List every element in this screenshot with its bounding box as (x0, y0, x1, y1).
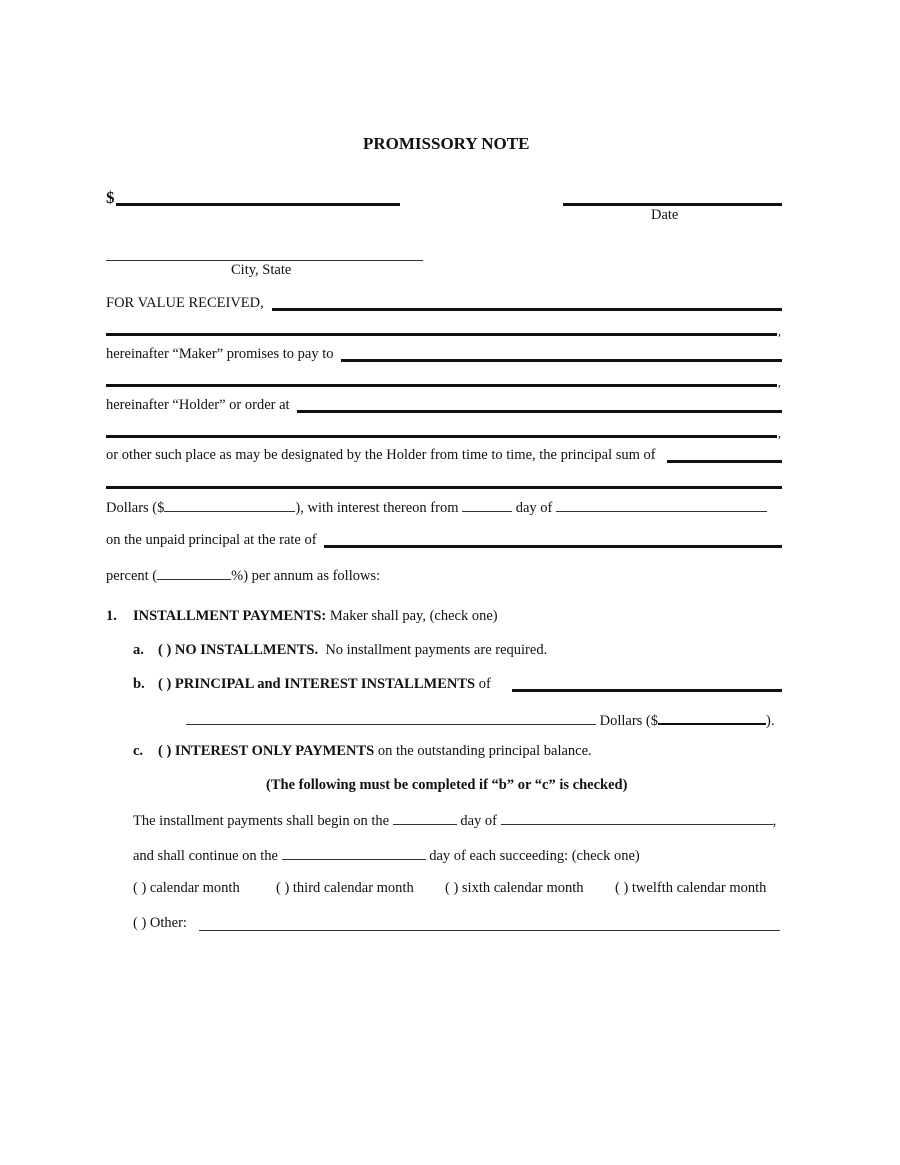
frequency-calendar-month[interactable]: ( ) calendar month (133, 880, 240, 896)
holder-address-field-2[interactable] (106, 435, 777, 438)
begin-day-field[interactable] (393, 811, 457, 825)
interest-start-month-field[interactable] (556, 498, 767, 512)
option-a-text: No installment payments are required. (325, 642, 548, 658)
percent-field[interactable] (157, 566, 231, 580)
frequency-third-calendar-month[interactable]: ( ) third calendar month (276, 880, 414, 896)
installment-amount-field[interactable] (658, 710, 766, 725)
dollars-interest-line (106, 498, 767, 517)
continue-day-field[interactable] (282, 846, 426, 860)
date-field[interactable] (563, 203, 782, 206)
option-b-checkbox[interactable]: ( ) (158, 676, 172, 692)
for-value-received-text: FOR VALUE RECEIVED, (106, 295, 264, 311)
begin-comma: , (772, 813, 777, 829)
holder-text: hereinafter “Holder” or order at (106, 397, 290, 413)
interest-rate-words-field[interactable] (324, 545, 782, 548)
begin-day-of-text: day of (460, 813, 498, 829)
continue-rest-text: day of each succeeding: (check one) (429, 848, 640, 864)
unpaid-principal-text: on the unpaid principal at the rate of (106, 532, 317, 548)
installment-amount-written-field[interactable] (186, 711, 596, 725)
date-label: Date (651, 207, 679, 223)
maker-name-field-2[interactable] (106, 333, 777, 336)
installment-amount-words-field[interactable] (512, 689, 782, 692)
option-b-title: PRINCIPAL and INTEREST INSTALLMENTS (174, 676, 476, 692)
interest-start-day-field[interactable] (462, 498, 512, 512)
option-a-checkbox[interactable]: ( ) (158, 642, 172, 658)
payee-field-2[interactable] (106, 384, 777, 387)
city-state-label: City, State (231, 262, 292, 278)
frequency-sixth-calendar-month[interactable]: ( ) sixth calendar month (445, 880, 584, 896)
percent-prefix: percent ( (106, 568, 158, 584)
percent-suffix: %) per annum as follows: (231, 568, 381, 584)
dollars-amount-field[interactable] (164, 498, 295, 512)
comma-1: , (778, 324, 781, 338)
option-b-dollars-line (186, 710, 774, 730)
continue-text: and shall continue on the (133, 848, 278, 864)
option-a-line (158, 642, 547, 659)
section-heading-rest: Maker shall pay, (check one) (329, 608, 498, 624)
begin-month-field[interactable] (501, 811, 773, 825)
interest-from-text: ), with interest thereon from (295, 500, 459, 516)
option-c-title: INTEREST ONLY PAYMENTS (174, 743, 375, 759)
maker-name-field[interactable] (272, 308, 782, 311)
option-b-text: of (478, 676, 491, 692)
option-a-letter: a. (133, 642, 144, 658)
option-c-checkbox[interactable]: ( ) (158, 743, 172, 759)
option-c-text: on the outstanding principal balance. (377, 743, 592, 759)
section-heading-line (133, 608, 498, 625)
dollar-sign: $ (106, 188, 115, 207)
day-of-text: day of (515, 500, 553, 516)
option-b-dollars-label: Dollars ($ (599, 713, 659, 729)
option-c-line (158, 743, 592, 760)
completion-note: (The following must be completed if “b” or “c” is checked) (266, 777, 628, 793)
option-a-title: NO INSTALLMENTS. (174, 642, 319, 658)
comma-3: , (778, 426, 781, 440)
holder-address-field[interactable] (297, 410, 782, 413)
percent-line (106, 566, 380, 585)
amount-field[interactable] (116, 203, 400, 206)
begin-line (133, 811, 776, 830)
page-title: PROMISSORY NOTE (363, 134, 530, 153)
dollars-prefix: Dollars ($ (106, 500, 165, 516)
city-state-field[interactable] (106, 260, 423, 261)
option-b-line (158, 676, 491, 693)
payee-field[interactable] (341, 359, 782, 362)
option-b-letter: b. (133, 676, 145, 692)
option-b-close: ). (766, 713, 775, 729)
other-label[interactable]: ( ) Other: (133, 915, 187, 931)
other-field[interactable] (199, 930, 780, 931)
frequency-twelfth-calendar-month[interactable]: ( ) twelfth calendar month (615, 880, 767, 896)
option-c-letter: c. (133, 743, 144, 759)
principal-sum-words-field[interactable] (106, 486, 782, 489)
section-heading: INSTALLMENT PAYMENTS: (133, 608, 327, 624)
maker-text: hereinafter “Maker” promises to pay to (106, 346, 334, 362)
begin-text: The installment payments shall begin on the (133, 813, 390, 829)
principal-sum-text: or other such place as may be designated by the Holder from time to time, the principal sum of (106, 447, 656, 463)
section-number: 1. (106, 608, 117, 624)
principal-sum-field[interactable] (667, 460, 782, 463)
comma-2: , (778, 375, 781, 389)
continue-line (133, 846, 640, 865)
